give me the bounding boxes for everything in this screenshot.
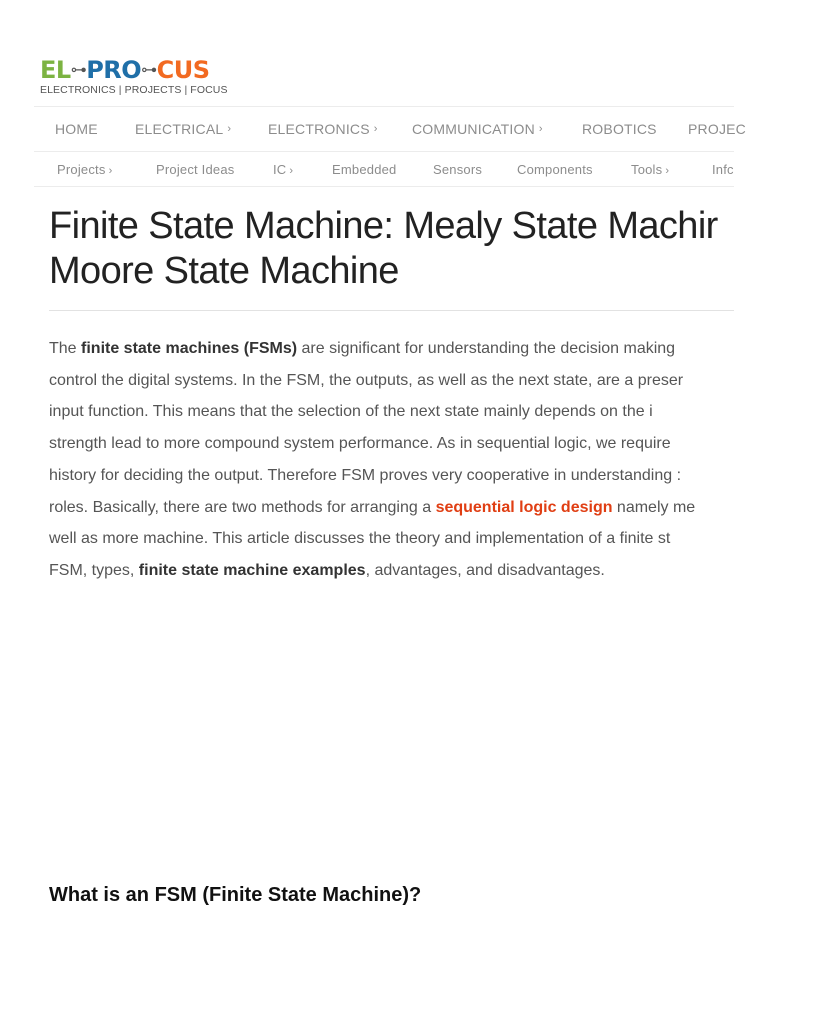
link-icon: ⊶ — [70, 60, 87, 79]
paragraph-line: roles. Basically, there are two methods for arranging a sequential logic design namely me — [49, 498, 696, 516]
subnav-item-ic[interactable]: IC › — [273, 162, 294, 177]
subnav-item-components[interactable]: Components — [517, 162, 593, 177]
chevron-right-icon: › — [665, 165, 670, 177]
paragraph-line: history for deciding the output. Therefore FSM proves very cooperative in understanding : — [49, 466, 682, 484]
chevron-right-icon: › — [108, 165, 113, 177]
subnav-item-projects[interactable]: Projects › — [57, 162, 113, 177]
article-intro — [49, 333, 789, 587]
subnav-item-info[interactable]: Infc — [712, 162, 734, 177]
subnav-item-project-ideas[interactable]: Project Ideas — [156, 162, 235, 177]
chevron-right-icon: › — [538, 123, 543, 135]
nav-item-home[interactable]: HOME — [55, 121, 98, 137]
primary-nav — [34, 106, 746, 152]
nav-item-electrical[interactable]: ELECTRICAL › — [135, 121, 232, 137]
subnav-item-tools[interactable]: Tools › — [631, 162, 670, 177]
subnav-item-sensors[interactable]: Sensors — [433, 162, 483, 177]
paragraph-line: input function. This means that the selection of the next state mainly depends on the i — [49, 403, 653, 421]
paragraph-line: strength lead to more compound system performance. As in sequential logic, we require — [49, 435, 671, 453]
chevron-right-icon: › — [289, 165, 294, 177]
nav-item-electronics[interactable]: ELECTRONICS › — [268, 121, 378, 137]
page-title — [49, 204, 829, 294]
chevron-right-icon: › — [227, 123, 232, 135]
paragraph-line: well as more machine. This article discusses the theory and implementation of a finite st — [49, 530, 671, 548]
link-icon: ⊶ — [141, 60, 157, 79]
subnav-item-embedded[interactable]: Embedded — [332, 162, 397, 177]
title-line: Moore State Machine — [49, 250, 399, 292]
divider — [49, 310, 734, 311]
nav-item-projects[interactable]: PROJEC — [688, 121, 746, 137]
nav-item-communication[interactable]: COMMUNICATION › — [412, 121, 543, 137]
chevron-right-icon: › — [373, 123, 378, 135]
logo-tagline: ELECTRONICS | PROJECTS | FOCUS — [40, 84, 228, 96]
logo-wordmark: EL⊶PRO⊶CUS — [40, 56, 210, 84]
site-logo[interactable] — [40, 56, 228, 96]
secondary-nav — [34, 152, 734, 187]
paragraph-line: The finite state machines (FSMs) are significant for understanding the decision making — [49, 340, 676, 357]
section-heading: What is an FSM (Finite State Machine)? — [49, 884, 422, 906]
paragraph-line: control the digital systems. In the FSM, the outputs, as well as the next state, are a preser — [49, 371, 684, 389]
title-line: Finite State Machine: Mealy State Machir — [49, 205, 718, 247]
sequential-logic-design-link[interactable]: sequential logic design — [435, 498, 613, 516]
nav-item-robotics[interactable]: ROBOTICS — [582, 121, 657, 137]
paragraph-line: FSM, types, finite state machine examples, advantages, and disadvantages. — [49, 561, 605, 579]
